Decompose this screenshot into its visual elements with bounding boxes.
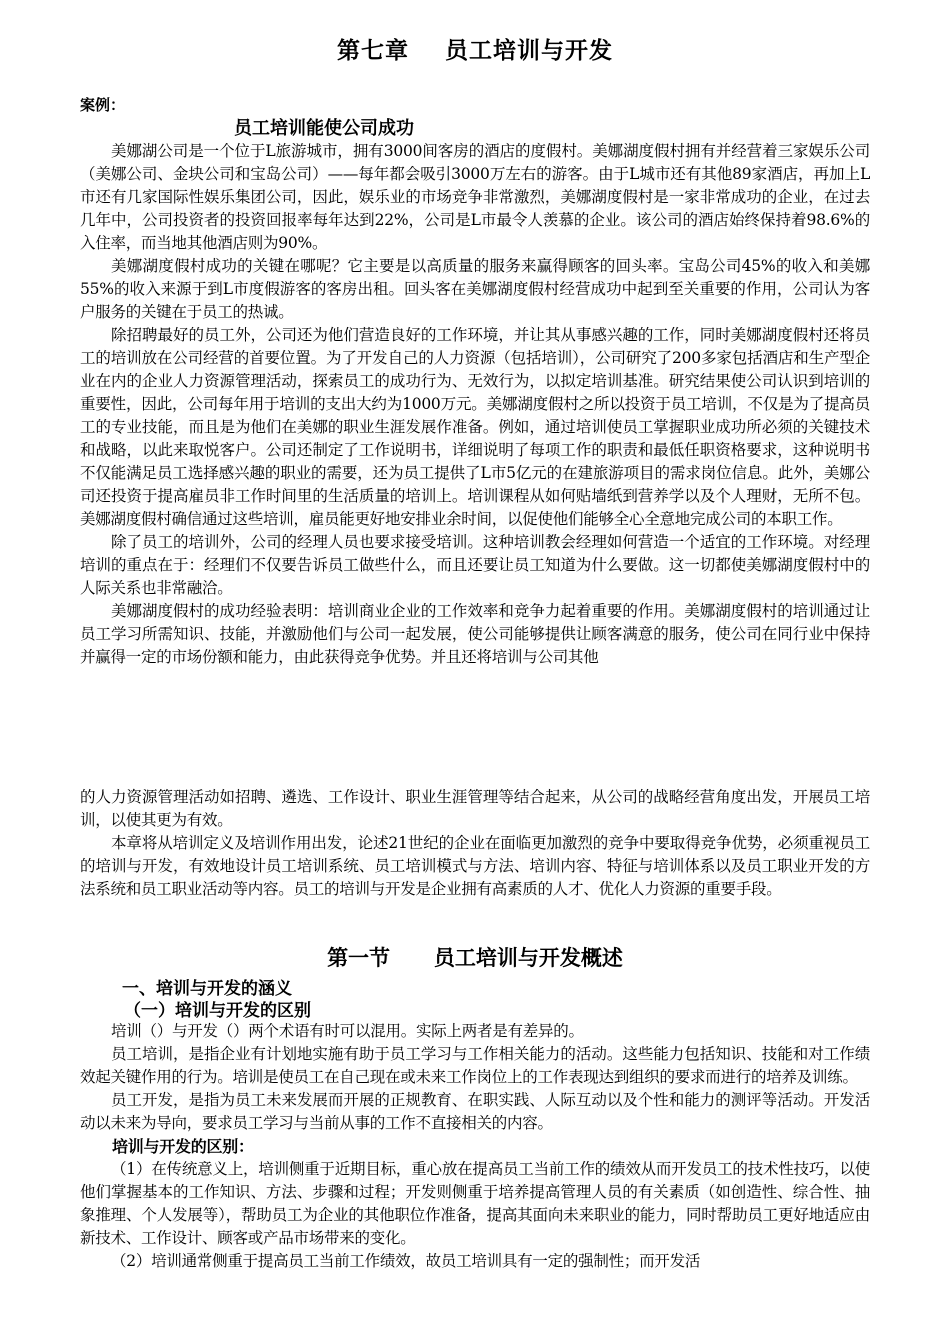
section-paragraph: 员工培训，是指企业有计划地实施有助于员工学习与工作相关能力的活动。这些能力包括知识、技能和对工作绩效起关键作用的行为。培训是使员工在自己现在或未来工作岗位上的工作表现达到组织的要求而进行的培养及训练。	[80, 1045, 870, 1086]
case-paragraph: 美娜湖度假村成功的关键在哪呢？它主要是以高质量的服务来赢得顾客的回头率。宝岛公司45%的收入和美娜55%的收入来源于到L市度假游客的客房出租。回头客在美娜湖度假村经营成功中起到至关重要的作用，公司认为客户服务的关键在于员工的热诚。	[80, 257, 870, 321]
section-title: 第一节 员工培训与开发概述	[327, 946, 623, 970]
case-body-continued	[80, 786, 870, 901]
diff-paragraph: （1）在传统意义上，培训侧重于近期目标，重心放在提高员工当前工作的绩效从而开发员工的技术性技巧，以使他们掌握基本的工作知识、方法、步骤和过程；开发则侧重于培养提高管理人员的有关素质（如创造性、综合性、抽象推理、个人发展等），帮助员工为企业的其他职位作准备，提高其面向未来职业的能力，同时帮助员工更好地适应由新技术、工作设计、顾客或产品市场带来的变化。	[80, 1160, 870, 1247]
heading-level-2: （一）培训与开发的区别	[124, 1001, 311, 1021]
case-paragraph: 除了员工的培训外，公司的经理人员也要求接受培训。这种培训教会经理如何营造一个适宜的工作环境。对经理培训的重点在于：经理们不仅要告诉员工做些什么，而且还要让员工知道为什么要做。这一切都使美娜湖度假村中的人际关系也非常融洽。	[80, 533, 870, 597]
case-title: 员工培训能使公司成功	[234, 118, 414, 139]
case-paragraph: 美娜湖度假村的成功经验表明：培训商业企业的工作效率和竞争力起着重要的作用。美娜湖度假村的培训通过让员工学习所需知识、技能，并激励他们与公司一起发展，使公司能够提供让顾客满意的服务，使公司在同行业中保持并赢得一定的市场份额和能力，由此获得竞争优势。并且还将培训与公司其他	[80, 602, 870, 666]
case-body	[80, 140, 870, 669]
diff-paragraph: （2）培训通常侧重于提高员工当前工作绩效，故员工培训具有一定的强制性；而开发活	[111, 1252, 701, 1270]
diff-heading: 培训与开发的区别：	[112, 1137, 254, 1156]
continued-paragraph: 的人力资源管理活动如招聘、遴选、工作设计、职业生涯管理等结合起来，从公司的战略经营角度出发，开展员工培训，以使其更为有效。	[80, 788, 870, 829]
chapter-title: 第七章 员工培训与开发	[336, 38, 614, 64]
section-paragraph: 员工开发，是指为员工未来发展而开展的正规教育、在职实践、人际互动以及个性和能力的测评等活动。开发活动以未来为导向，要求员工学习与当前从事的工作不直接相关的内容。	[80, 1091, 870, 1132]
section-body	[80, 1020, 870, 1273]
heading-level-1: 一、培训与开发的涵义	[122, 979, 292, 999]
section-paragraph: 培训（）与开发（）两个术语有时可以混用。实际上两者是有差异的。	[111, 1022, 584, 1040]
case-paragraph: 美娜湖公司是一个位于L旅游城市，拥有3000间客房的酒店的度假村。美娜湖度假村拥有并经营着三家娱乐公司（美娜公司、金块公司和宝岛公司）——每年都会吸引3000万左右的游客。由于L城市还有其他89家酒店，再加上L市还有几家国际性娱乐集团公司，因此，娱乐业的市场竞争非常激烈，美娜湖度假村是一家非常成功的企业，在过去几年中，公司投资者的投资回报率每年达到22%，公司是L市最令人羡慕的企业。该公司的酒店始终保持着98.6%的入住率，而当地其他酒店则为90%。	[80, 142, 870, 252]
case-label: 案例：	[80, 96, 126, 114]
case-paragraph: 除招聘最好的员工外，公司还为他们营造良好的工作环境，并让其从事感兴趣的工作，同时美娜湖度假村还将员工的培训放在公司经营的首要位置。为了开发自己的人力资源（包括培训），公司研究了200多家包括酒店和生产型企业在内的企业人力资源管理活动，探索员工的成功行为、无效行为，以拟定培训基准。研究结果使公司认识到培训的重要性，因此，公司每年用于培训的支出大约为1000万元。美娜湖度假村之所以投资于员工培训，不仅是为了提高员工的专业技能，而且是为他们在美娜的职业生涯发展作准备。例如，通过培训使员工掌握职业成功所必须的关键技术和战略，以此来取悦客户。公司还制定了工作说明书，详细说明了每项工作的职责和最低任职资格要求，这种说明书不仅能满足员工选择感兴趣的职业的需要，还为员工提供了L市5亿元的在建旅游项目的需求岗位信息。此外，美娜公司还投资于提高雇员非工作时间里的生活质量的培训上。培训课程从如何贴墙纸到营养学以及个人理财，无所不包。美娜湖度假村确信通过这些培训，雇员能更好地安排业余时间，以促使他们能够全心全意地完成公司的本职工作。	[80, 326, 870, 528]
continued-paragraph: 本章将从培训定义及培训作用出发，论述21世纪的企业在面临更加激烈的竞争中要取得竞争优势，必须重视员工的培训与开发，有效地设计员工培训系统、员工培训模式与方法、培训内容、特征与培训体系以及员工职业开发的方法系统和员工职业活动等内容。员工的培训与开发是企业拥有高素质的人才、优化人力资源的重要手段。	[80, 834, 870, 898]
